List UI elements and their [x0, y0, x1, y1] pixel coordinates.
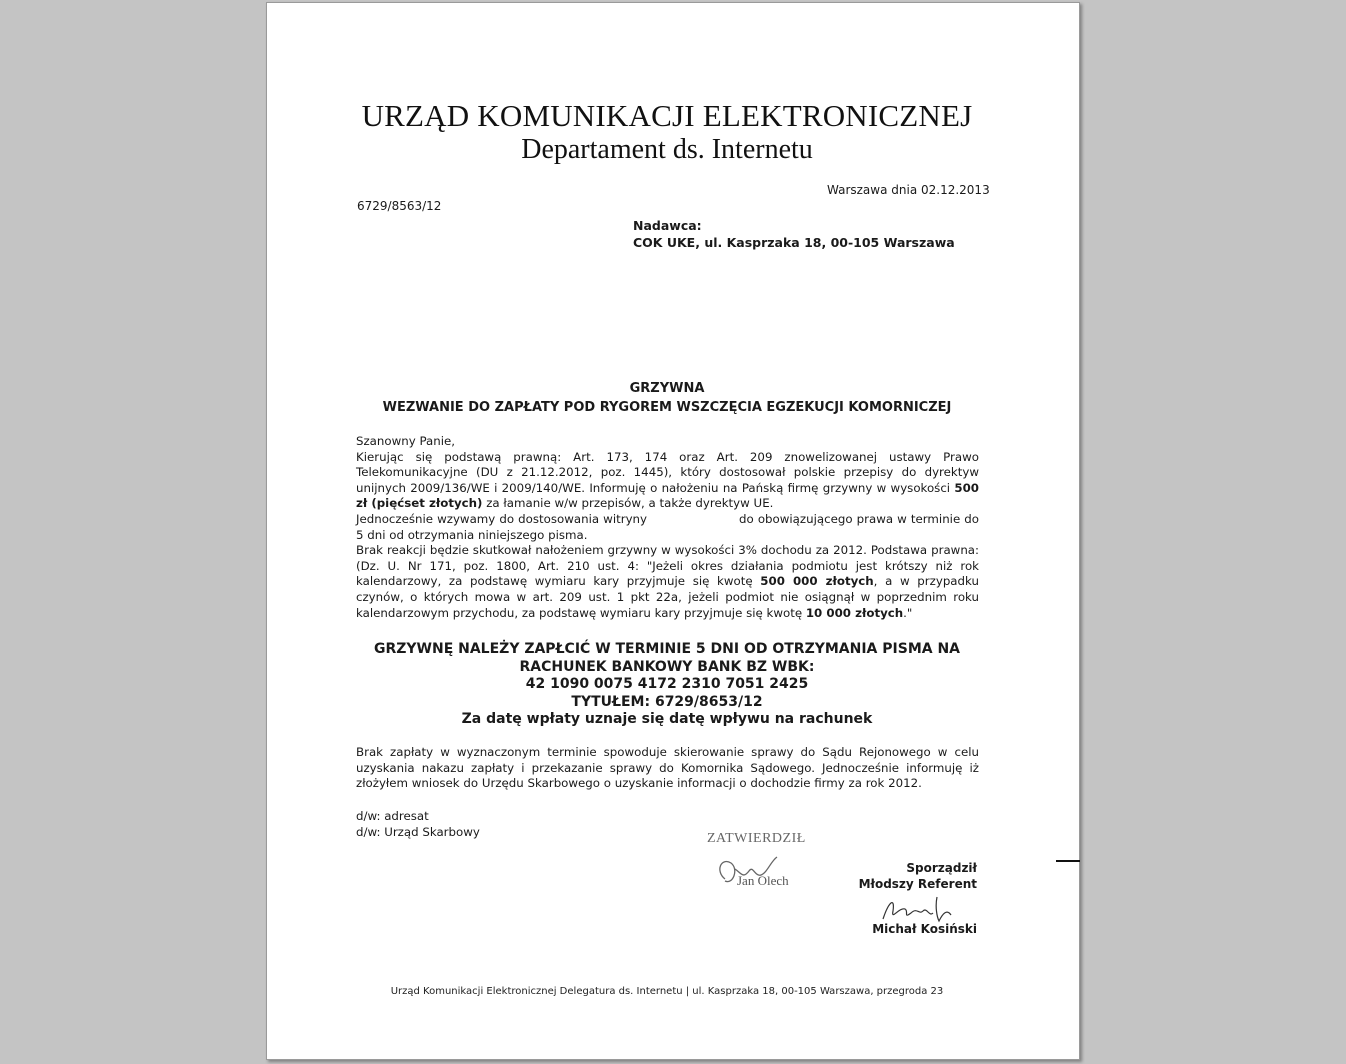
- salutation: Szanowny Panie,: [356, 434, 456, 448]
- text-run: Kierując się podstawą prawną: Art. 173, 174 oraz Art. 209 znowelizowanej ustawy Prawo Telekomunikacyjne (DU z 21.12.2012, poz. 1445), który dostosował polskie przepisy do dyrektyw unijnych 2009/136/WE i 2009/140/WE. Informuję o nałożeniu na Pańską firmę grzywny w wysokości: [356, 449, 979, 495]
- stamp-name: Jan Olech: [737, 873, 789, 888]
- reference-number: 6729/8563/12: [357, 199, 442, 213]
- document-page: [266, 2, 1080, 1060]
- footer-address: Urząd Komunikacji Elektronicznej Delegatura ds. Internetu | ul. Kasprzaka 18, 00-105 Warszawa, przegroda 23: [390, 986, 944, 997]
- text-run: Brak reakcji będzie skutkował nałożeniem grzywny w wysokości 3% dochodu za 2012. Podstawa prawna: (Dz. U. Nr 171, poz. 1800, Art. 210 ust. 4: "Jeżeli okres działania podmiotu jest krótszy niż rok kalendarzowy, za podstawę wymiaru kary przyjmuje się kwotę: [356, 543, 979, 589]
- text-run: , a w przypadku czynów, o których mowa w art. 209 ust. 1 pkt 22a, jeżeli podmiot nie osiągnął w poprzednim roku kalendarzowym przychodu, za podstawę wymiaru kary przyjmuje się kwotę: [356, 574, 979, 620]
- letter-body: [356, 434, 979, 621]
- sender-address: COK UKE, ul. Kasprzaka 18, 00-105 Warszawa: [633, 235, 955, 250]
- bank-account-number: 42 1090 0075 4172 2310 7051 2425: [525, 676, 809, 692]
- signer-role: Młodszy Referent: [858, 877, 977, 891]
- payment-line2: RACHUNEK BANKOWY BANK BZ WBK:: [519, 658, 815, 675]
- text-run: za łamanie w/w przepisów, a także dyrektyw UE.: [482, 496, 774, 511]
- sender-label: Nadawca:: [633, 218, 702, 233]
- payment-instructions: [267, 641, 1067, 729]
- title-fine: GRZYWNA: [629, 381, 705, 396]
- signer-name: Michał Kosiński: [872, 922, 977, 936]
- cc-line: d/w: adresat: [356, 809, 429, 823]
- text-run: .": [903, 605, 913, 620]
- amount-500000: 500 000 złotych: [760, 574, 874, 589]
- department-heading: Departament ds. Internetu: [521, 134, 813, 165]
- text-run: do obowiązującego prawa w terminie do 5 dni od otrzymania niniejszego pisma.: [356, 511, 980, 542]
- fine-amount: 500 zł (pięćset złotych): [356, 480, 979, 511]
- institution-heading: URZĄD KOMUNIKACJI ELEKTRONICZNEJ: [361, 98, 973, 133]
- payment-title: TYTUŁEM: 6729/8653/12: [571, 693, 763, 710]
- closing-paragraph: Brak zapłaty w wyznaczonym terminie spowoduje skierowanie sprawy do Sądu Rejonowego w celu uzyskania nakazu zapłaty i przekazanie sprawy do Komornika Sądowego. Jednocześnie informuję iż złożyłem wniosek do Urzędu Skarbowego o uzyskanie informacji o dochodzie firmy za rok 2012.: [356, 745, 979, 791]
- payment-note: Za datę wpłaty uznaje się datę wpływu na rachunek: [461, 711, 873, 727]
- margin-mark: [1056, 860, 1080, 862]
- approval-stamp: [707, 831, 837, 895]
- copies-to: [356, 809, 480, 840]
- payment-line1: GRZYWNĘ NALEŻY ZAPŁCIĆ W TERMINIE 5 DNI OD OTRZYMANIA PISMA NA: [373, 641, 961, 657]
- text-run: Jednocześnie wzywamy do dostosowania witryny: [356, 511, 648, 526]
- title-summons: WEZWANIE DO ZAPŁATY POD RYGOREM WSZCZĘCIA EGZEKUCJI KOMORNICZEJ: [382, 400, 952, 415]
- paragraph-website: [356, 512, 979, 543]
- amount-10000: 10 000 złotych: [805, 605, 904, 620]
- sender-block: [633, 217, 955, 251]
- paragraph-penalty: [356, 543, 979, 621]
- date-line: Warszawa dnia 02.12.2013: [827, 183, 990, 197]
- paragraph-legal-basis: [356, 450, 979, 512]
- signer-block: [827, 860, 977, 892]
- stamp-text: ZATWIERDZIŁ: [707, 831, 806, 846]
- cc-line: d/w: Urząd Skarbowy: [356, 824, 480, 839]
- signer-label: Sporządził: [906, 861, 977, 875]
